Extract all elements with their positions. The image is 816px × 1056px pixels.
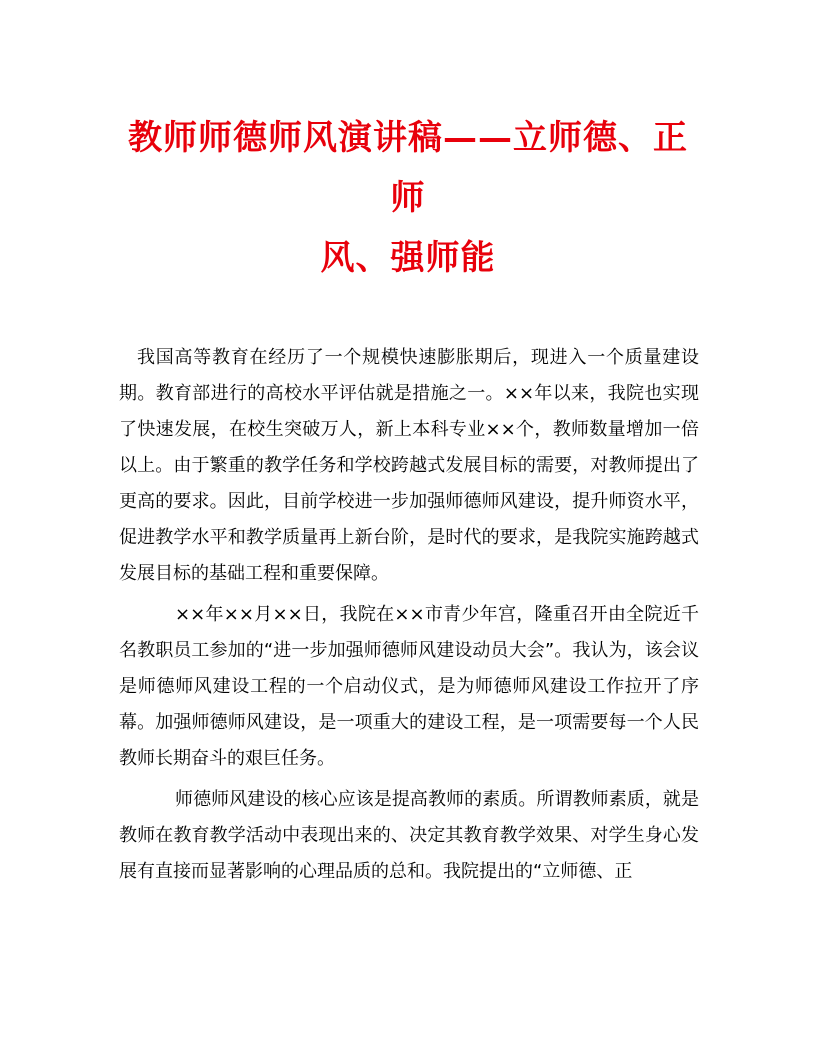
paragraph-1: 我国高等教育在经历了一个规模快速膨胀期后，现进入一个质量建设期。教育部进行的高校水平评估就是措施之一。××年以来，我院也实现了快速发展，在校生突破万人，新上本科专业××个，教师数量增加一倍以上。由于繁重的教学任务和学校跨越式发展目标的需要，对教师提出了更高的要求。因此，目前学校进一步加强师德师风建设，提升师资水平，促进教学水平和教学质量再上新台阶，是时代的要求，是我院实施跨越式发展目标的基础工程和重要保障。 bbox=[119, 347, 699, 584]
paragraph-3: 师德师风建设的核心应该是提高教师的素质。所谓教师素质，就是教师在教育教学活动中表现出来的、决定其教育教学效果、对学生身心发展有直接而显著影响的心理品质的总和。我院提出的“立师德、正 bbox=[119, 789, 699, 882]
title-line-1: 教师师德师风演讲稿——立师德、正师 bbox=[128, 118, 688, 218]
document-title bbox=[118, 108, 698, 288]
paragraph-2: ××年××月××日，我院在××市青少年宫，隆重召开由全院近千名教职员工参加的“进一步加强师德师风建设动员大会”。我认为，该会议是师德师风建设工程的一个启动仪式，是为师德师风建设工作拉开了序幕。加强师德师风建设，是一项重大的建设工程，是一项需要每一个人民教师长期奋斗的艰巨任务。 bbox=[119, 604, 699, 769]
document-body bbox=[119, 340, 699, 895]
title-line-2: 风、强师能 bbox=[320, 238, 496, 278]
